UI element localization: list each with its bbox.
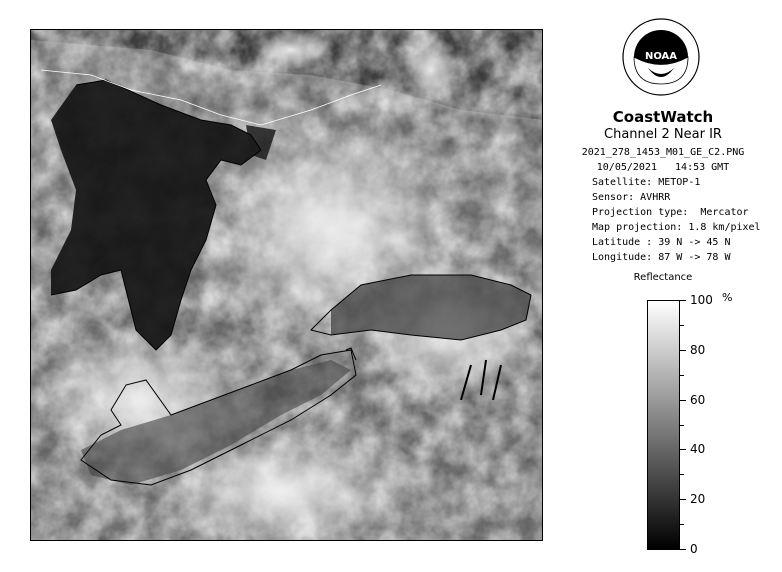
colorbar-label: 100 bbox=[690, 293, 713, 307]
map-projection: Map projection: 1.8 km/pixel bbox=[592, 222, 761, 233]
colorbar-tick bbox=[680, 400, 686, 401]
satellite-image-map bbox=[30, 29, 543, 541]
colorbar-tick bbox=[680, 499, 686, 500]
sensor: Sensor: AVHRR bbox=[592, 192, 671, 203]
colorbar-tick bbox=[680, 300, 686, 301]
channel-label: Channel 2 Near IR bbox=[604, 127, 722, 142]
logo-text: NOAA bbox=[644, 51, 678, 62]
filename: 2021_278_1453_M01_GE_C2.PNG bbox=[581, 147, 745, 158]
projection-type: Projection type: Mercator bbox=[592, 207, 749, 218]
colorbar-tick bbox=[680, 549, 686, 550]
cloud-mass bbox=[401, 35, 461, 105]
latitude: Latitude : 39 N -> 45 N bbox=[592, 237, 731, 248]
colorbar-label: 40 bbox=[690, 442, 706, 457]
datetime: 10/05/2021 14:53 GMT bbox=[596, 162, 730, 173]
colorbar-label: 0 bbox=[690, 542, 698, 556]
legend-unit: % bbox=[722, 291, 733, 304]
colorbar-tick bbox=[680, 325, 684, 326]
colorbar-label: 60 bbox=[690, 392, 706, 407]
colorbar bbox=[647, 300, 680, 550]
app-title: CoastWatch bbox=[612, 108, 714, 126]
colorbar-tick bbox=[680, 524, 684, 525]
colorbar-tick bbox=[680, 350, 686, 351]
map-canvas bbox=[31, 30, 543, 541]
colorbar-label: 80 bbox=[690, 342, 706, 357]
colorbar-tick bbox=[680, 474, 684, 475]
legend-title: Reflectance bbox=[633, 272, 693, 283]
colorbar-tick bbox=[680, 425, 684, 426]
cloud-mass bbox=[251, 30, 331, 70]
noaa-logo bbox=[620, 14, 702, 108]
satellite: Satellite: METOP-1 bbox=[592, 177, 701, 188]
longitude: Longitude: 87 W -> 78 W bbox=[592, 252, 731, 263]
colorbar-label: 20 bbox=[690, 492, 706, 507]
colorbar-tick bbox=[680, 449, 686, 450]
colorbar-tick bbox=[680, 375, 684, 376]
